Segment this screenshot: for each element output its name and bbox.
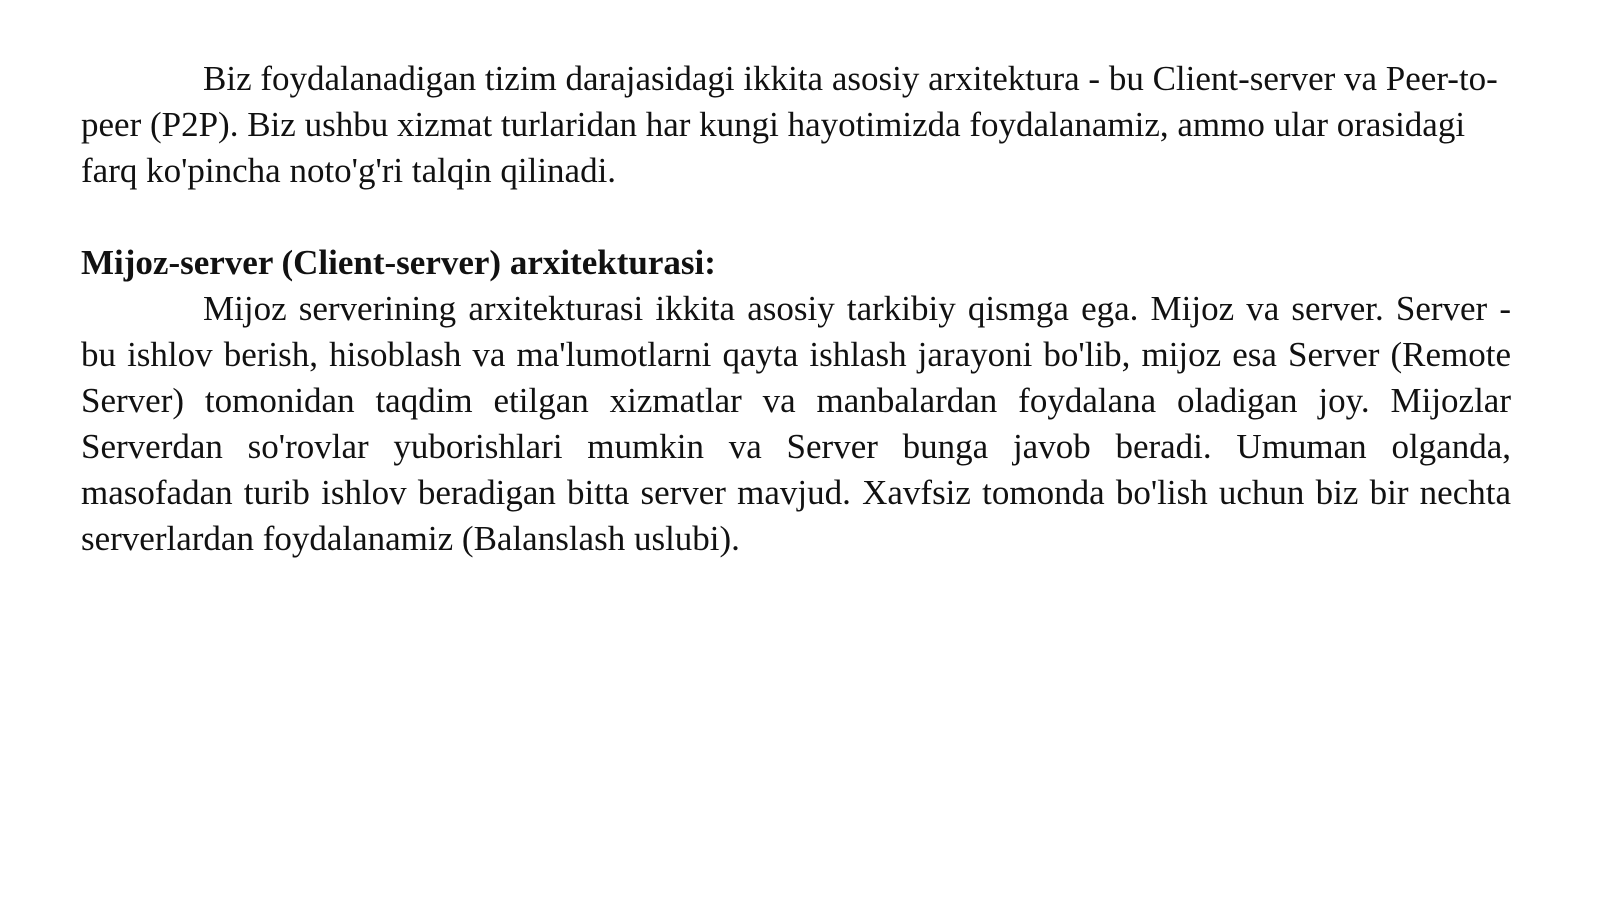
intro-paragraph: Biz foydalanadigan tizim darajasidagi ikkita asosiy arxitektura - bu Client-server va Peer-to-peer (P2P). Biz ushbu xizmat turlaridan har kungi hayotimizda foydalanamiz, ammo ular orasidagi farq ko'pincha noto'g'ri talqin qilinadi. bbox=[81, 59, 1498, 190]
paragraph-spacer bbox=[81, 194, 1511, 240]
section-paragraph: Mijoz serverining arxitekturasi ikkita asosiy tarkibiy qismga ega. Mijoz va server. Server - bu ishlov berish, hisoblash va ma'lumotlarni qayta ishlash jarayoni bo'lib, mijoz esa Server (Remote Server) tomonidan taqdim etilgan xizmatlar va manbalardan foydalana oladigan joy. Mijozlar Serverdan so'rovlar yuborishlari mumkin va Server bunga javob beradi. Umuman olganda, masofadan turib ishlov beradigan bitta server mavjud. Xavfsiz tomonda bo'lish uchun biz bir nechta serverlardan foydalanamiz (Balanslash uslubi). bbox=[81, 289, 1511, 558]
text-body bbox=[81, 56, 1511, 562]
section-heading: Mijoz-server (Client-server) arxitekturasi: bbox=[81, 243, 716, 282]
